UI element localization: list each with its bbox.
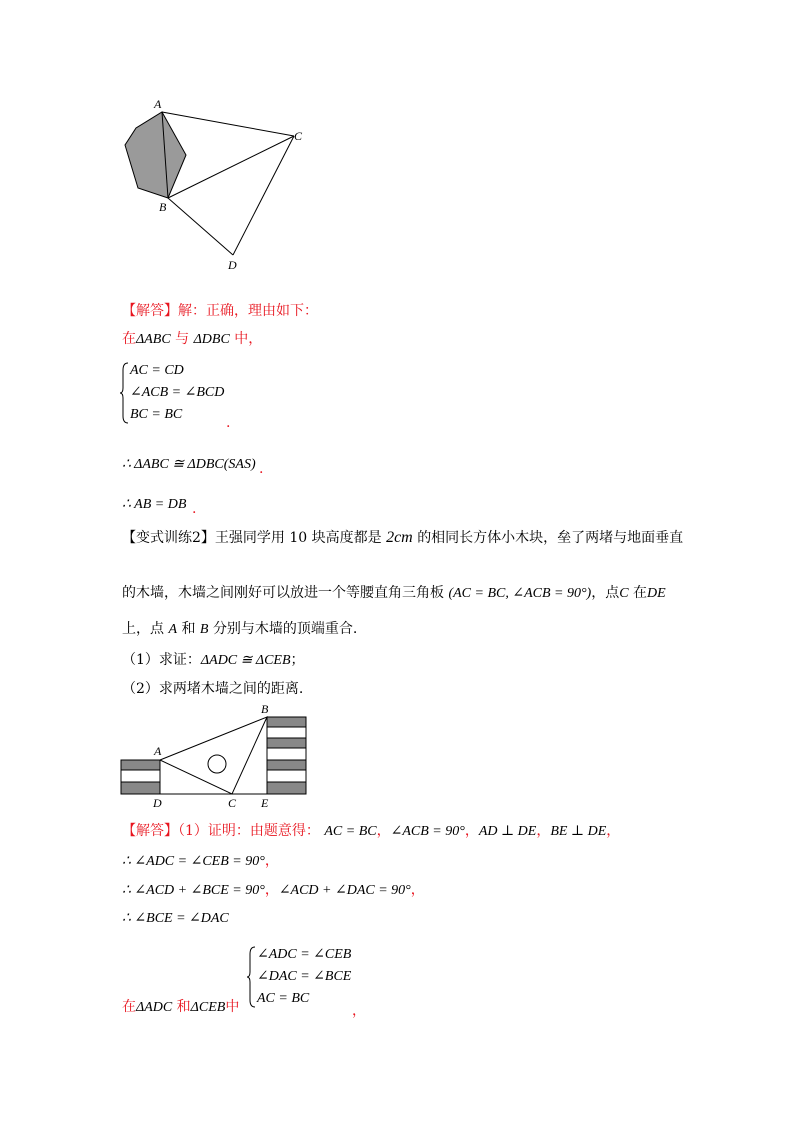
answer2-triangle-adc: ΔADC — [136, 1000, 173, 1015]
answer1-triangle-abc: ΔABC — [136, 332, 171, 347]
answer2-line-1 — [122, 822, 620, 841]
answer2-end-1: ， — [606, 823, 621, 839]
answer2-system-line-2: ∠DAC = ∠BCE — [257, 969, 352, 984]
answer1-therefore-congruent: ∴ ΔABC ≅ ΔDBC(SAS) — [122, 457, 256, 472]
answer2-line-2 — [122, 852, 279, 871]
segment-bc — [168, 136, 294, 198]
segment-bd — [168, 198, 233, 255]
label-c: C — [228, 796, 237, 810]
exercise2-line-3 — [122, 620, 357, 639]
exercise2-question-1-math: ΔADC ≅ ΔCEB — [200, 653, 291, 668]
answer1-system-period: . — [226, 415, 231, 431]
answer2-end-3: ， — [410, 882, 425, 898]
exercise2-line-1-post: 的相同长方体小木块，垒了两堵与地面垂直 — [417, 530, 684, 546]
answer2-last-line — [122, 998, 239, 1017]
answer2-last-post: 中 — [225, 999, 240, 1015]
exercise2-line-3-post: 分别与木墙的顶端重合. — [212, 621, 358, 637]
answer2-triangle-ceb: ΔCEB — [190, 1000, 226, 1015]
answer1-triangle-dbc: ΔDBC — [193, 332, 230, 347]
answer2-last-comma: ， — [352, 1003, 366, 1019]
label-b: B — [159, 200, 167, 214]
answer1-system-line-3: BC = BC — [130, 407, 183, 422]
answer2-line-3 — [122, 881, 425, 900]
answer2-be-perp: BE ⊥ DE — [550, 824, 607, 839]
answer2-sep-1: ， — [376, 823, 391, 839]
answer1-system-line-2: ∠ACB = ∠BCD — [130, 385, 225, 400]
label-a: A — [154, 744, 162, 758]
answer2-system-line-3: AC = BC — [257, 991, 310, 1006]
answer2-right-angle: ∠ACB = 90° — [390, 824, 465, 839]
answer2-end-2: ， — [264, 853, 279, 869]
label-d: D — [153, 796, 162, 810]
answer2-ac-bc: AC = BC — [324, 824, 377, 839]
exercise2-segment-de: DE — [647, 586, 666, 601]
triangle-hole — [208, 755, 226, 773]
answer2-angle-sum-2: ∠ACD + ∠DAC = 90° — [278, 883, 411, 898]
exercise2-line-1-pre: 【变式训练2】王强同学用 10 块高度都是 — [122, 530, 382, 546]
answer1-therefore-congruent-period: . — [259, 461, 264, 477]
answer2-last-pre: 在 — [122, 999, 136, 1015]
answer2-sep-3: ， — [536, 823, 551, 839]
exercise2-question-1 — [122, 651, 305, 670]
geometry-figure-2 — [115, 700, 315, 812]
answer1-intro — [122, 330, 262, 349]
answer1-intro-post: 中， — [234, 331, 263, 347]
exercise2-height-2cm: 2cm — [386, 529, 413, 546]
exercise2-line-2-in: 在 — [633, 585, 648, 601]
exercise2-question-1-post: ； — [290, 652, 305, 668]
exercise2-question-2: （2）求两堵木墙之间的距离. — [122, 681, 304, 697]
exercise2-question-1-pre: （1）求证： — [122, 652, 201, 668]
label-a: A — [154, 97, 162, 111]
geometry-figure-1 — [110, 92, 320, 274]
exercise2-line-1 — [122, 529, 683, 547]
answer2-heading: 【解答】（1）证明：由题意得： — [122, 823, 320, 839]
answer1-heading: 【解答】解：正确，理由如下： — [122, 303, 318, 319]
exercise2-line-2-mid: ，点 — [591, 585, 620, 601]
label-c: C — [294, 129, 303, 143]
answer2-system-line-1: ∠ADC = ∠CEB — [257, 947, 352, 962]
answer1-intro-mid: 与 — [175, 331, 190, 347]
answer2-ad-perp: AD ⊥ DE — [478, 824, 537, 839]
exercise2-line-2-pre: 的木墙，木墙之间刚好可以放进一个等腰直角三角板 — [122, 585, 444, 601]
exercise2-point-b: B — [199, 622, 209, 637]
answer2-last-mid: 和 — [176, 999, 191, 1015]
segment-cd — [233, 136, 294, 255]
answer2-system-brace — [247, 946, 257, 1008]
label-b: B — [261, 702, 269, 716]
answer1-therefore-equal: ∴ AB = DB — [122, 497, 187, 512]
exercise2-point-a: A — [168, 622, 178, 637]
shaded-hexagon — [125, 112, 186, 198]
segment-ac — [162, 112, 294, 136]
exercise2-line-3-b: 和 — [181, 621, 196, 637]
answer2-sep-2: ， — [464, 823, 479, 839]
answer1-therefore-equal-period: . — [192, 501, 197, 517]
label-d: D — [228, 258, 237, 272]
answer2-right-angles: ∴ ∠ADC = ∠CEB = 90° — [122, 854, 265, 869]
answer2-angle-sum-1: ∴ ∠ACD + ∠BCE = 90° — [122, 883, 265, 898]
exercise2-condition: (AC = BC, ∠ACB = 90°) — [448, 586, 592, 601]
exercise2-point-c: C — [619, 586, 629, 601]
answer1-system-line-1: AC = CD — [130, 363, 184, 378]
label-e: E — [261, 796, 269, 810]
answer1-system-brace — [120, 362, 130, 424]
answer2-line-4: ∴ ∠BCE = ∠DAC — [122, 911, 229, 926]
exercise2-line-2 — [122, 584, 666, 603]
exercise2-line-3-a: 上，点 — [122, 621, 164, 637]
answer1-intro-pre: 在 — [122, 331, 136, 347]
answer2-sep-4: ， — [264, 882, 279, 898]
